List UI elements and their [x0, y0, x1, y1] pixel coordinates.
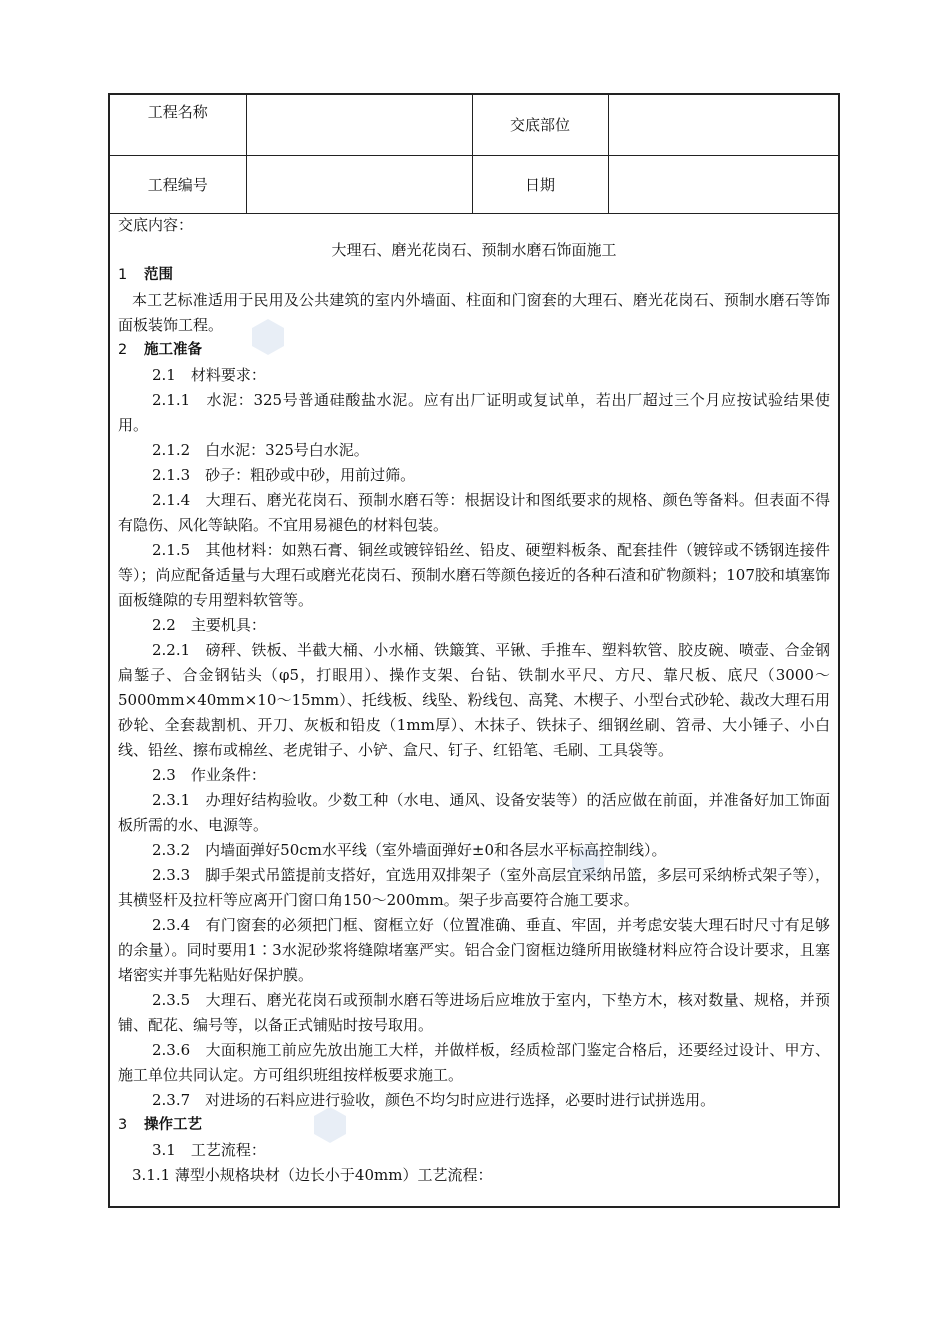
- disclosure-content: [110, 213, 838, 1188]
- item-2-1-4: 2.1.4 大理石、磨光花岗石、预制水磨石等：根据设计和图纸要求的规格、颜色等备料。但表面不得有隐伤、风化等缺陷。不宜用易褪色的材料包装。: [118, 491, 830, 534]
- watermark-icon: [568, 843, 608, 883]
- item-2-1-2: 2.1.2 白水泥：325号白水泥。: [152, 441, 369, 459]
- project-no-field[interactable]: [246, 155, 472, 213]
- item-3-1-1: 3.1.1 薄型小规格块材（边长小于40mm）工艺流程：: [132, 1166, 493, 1184]
- watermark-icon: [310, 1105, 350, 1145]
- section-1-heading: [118, 263, 830, 288]
- watermark-icon: [248, 317, 288, 357]
- section-3-number: 3: [118, 1117, 128, 1133]
- item-2-3-7: 2.3.7 对进场的石料应进行验收，颜色不均匀时应进行选择，必要时进行试拼选用。: [152, 1091, 716, 1109]
- project-name-label: 工程名称: [110, 95, 246, 155]
- item-2-3-5: 2.3.5 大理石、磨光花岗石或预制水磨石等进场后应堆放于室内，下垫方木，核对数量、规格，并预铺、配花、编号等，以备正式铺贴时按号取用。: [118, 991, 830, 1034]
- item-2-1-3: 2.1.3 砂子：粗砂或中砂，用前过筛。: [152, 466, 416, 484]
- section-3-title: 操作工艺: [144, 1117, 202, 1133]
- header-table: [110, 95, 838, 214]
- section-1-text: 本工艺标准适用于民用及公共建筑的室内外墙面、柱面和门窗套的大理石、磨光花岗石、预制水磨石等饰面板装饰工程。: [118, 291, 830, 334]
- section-3-heading: [118, 1113, 830, 1138]
- section-1-number: 1: [118, 267, 128, 283]
- item-2-3-6: 2.3.6 大面积施工前应先放出施工大样，并做样板，经质检部门鉴定合格后，还要经过设计、甲方、施工单位共同认定。方可组织班组按样板要求施工。: [118, 1041, 830, 1084]
- intro-label: 交底内容：: [118, 216, 194, 234]
- item-2-3-3: 2.3.3 脚手架式吊篮提前支搭好，宜选用双排架子（室外高层宜采纳吊篮，多层可采纳桥式架子等），其横竖杆及拉杆等应离开门窗口角150～200mm。架子步高要符合施工要求。: [118, 866, 830, 909]
- project-no-label: 工程编号: [110, 155, 246, 213]
- handover-part-field[interactable]: [608, 95, 838, 155]
- subsection-2-1: 2.1 材料要求：: [152, 366, 266, 384]
- project-name-field[interactable]: [246, 95, 472, 155]
- section-2-heading: [118, 338, 830, 363]
- section-2-title: 施工准备: [144, 342, 202, 358]
- subsection-2-2: 2.2 主要机具：: [152, 616, 266, 634]
- section-1-title: 范围: [144, 267, 173, 283]
- item-2-1-5: 2.1.5 其他材料：如熟石膏、铜丝或镀锌铅丝、铅皮、硬塑料板条、配套挂件（镀锌或不锈钢连接件等）；尚应配备适量与大理石或磨光花岗石、预制水磨石等颜色接近的各种石渣和矿物颜料；107胶和填塞饰面板缝隙的专用塑料软管等。: [118, 541, 830, 609]
- item-2-3-1: 2.3.1 办理好结构验收。少数工种（水电、通风、设备安装等）的活应做在前面，并准备好加工饰面板所需的水、电源等。: [118, 791, 830, 834]
- date-field[interactable]: [608, 155, 838, 213]
- item-2-3-4: 2.3.4 有门窗套的必须把门框、窗框立好（位置准确、垂直、牢固，并考虑安装大理石时尺寸有足够的余量）。同时要用1∶3水泥砂浆将缝隙堵塞严实。铝合金门窗框边缝所用嵌缝材料应符合设计要求，且塞堵密实并事先粘贴好保护膜。: [118, 916, 830, 984]
- item-2-2-1: 2.2.1 磅秤、铁板、半截大桶、小水桶、铁簸箕、平锹、手推车、塑料软管、胶皮碗、喷壶、合金钢扁錾子、合金钢钻头（φ5，打眼用）、操作支架、台钻、铁制水平尺、方尺、靠尺板、底尺（3000～5000mm×40mm×10～15mm）、托线板、线坠、粉线包、高凳、木楔子、小型台式砂轮、裁改大理石用砂轮、全套裁割机、开刀、灰板和铅皮（1mm厚）、木抹子、铁抹子、细钢丝刷、笤帚、大小锤子、小白线、铅丝、擦布或棉丝、老虎钳子、小铲、盒尺、钉子、红铅笔、毛刷、工具袋等。: [118, 641, 830, 759]
- section-2-number: 2: [118, 342, 128, 358]
- handover-part-label: 交底部位: [472, 95, 608, 155]
- subsection-2-3: 2.3 作业条件：: [152, 766, 266, 784]
- item-2-1-1: 2.1.1 水泥：325号普通硅酸盐水泥。应有出厂证明或复试单，若出厂超过三个月应按试验结果使用。: [118, 391, 830, 434]
- date-label: 日期: [472, 155, 608, 213]
- item-2-3-2: 2.3.2 内墙面弹好50cm水平线（室外墙面弹好±0和各层水平标高控制线）。: [152, 841, 667, 859]
- doc-title: 大理石、磨光花岗石、预制水磨石饰面施工: [331, 241, 617, 259]
- subsection-3-1: 3.1 工艺流程：: [152, 1141, 266, 1159]
- disclosure-sheet: [108, 93, 840, 1208]
